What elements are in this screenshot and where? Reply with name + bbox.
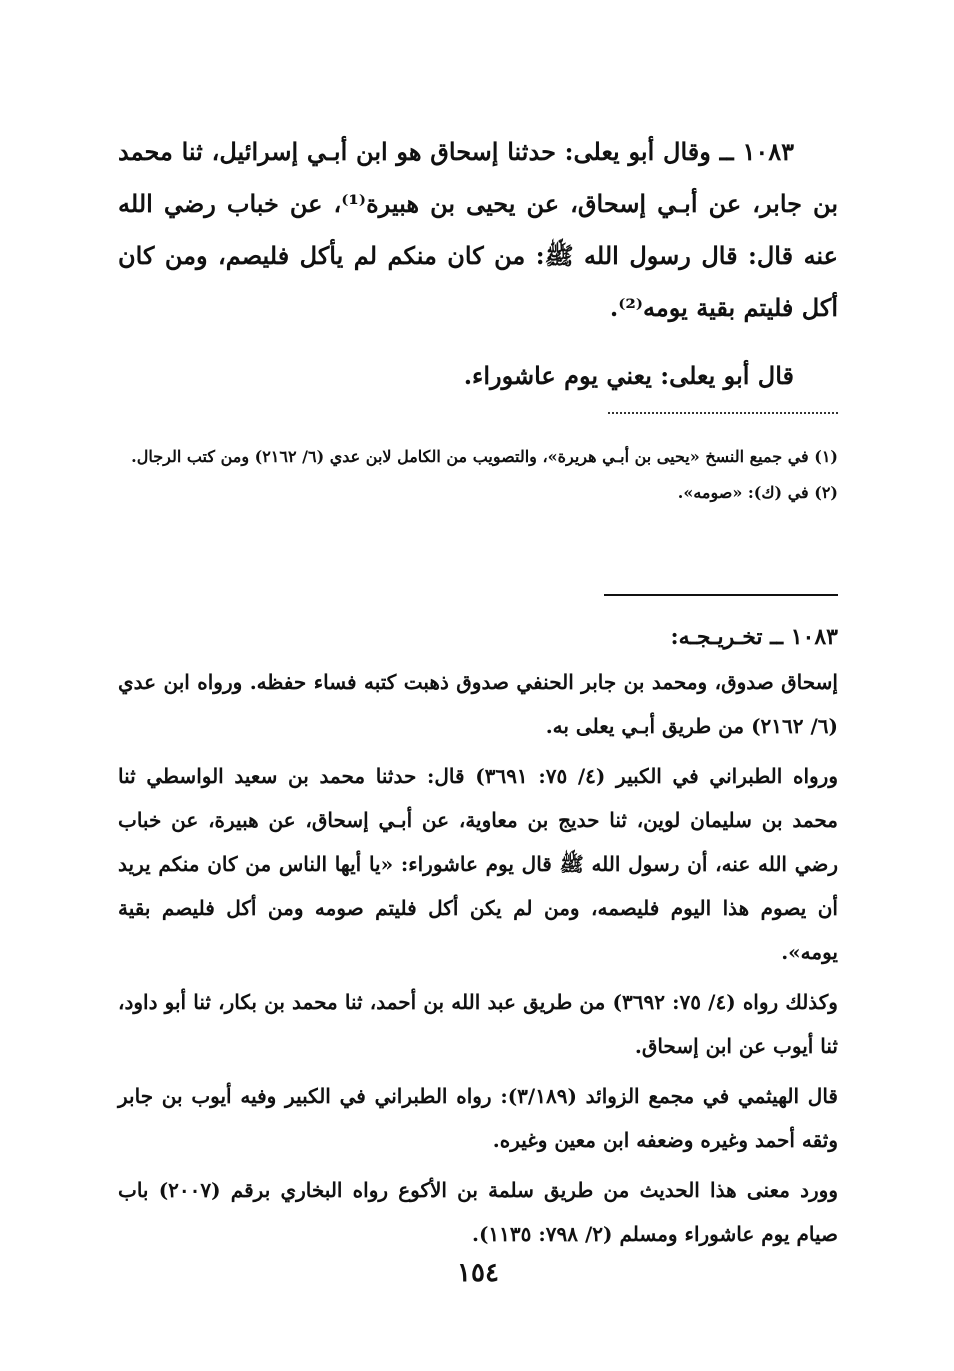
takhrij-paragraph: وورد معنى هذا الحديث من طريق سلمة بن الأكوع رواه البخاري برقم (٢٠٠٧) باب صيام يوم عاشوراء ومسلم (٢/ ٧٩٨: ١١٣٥). [118, 1178, 838, 1246]
footnotes [118, 440, 838, 510]
hadith-text [118, 126, 838, 402]
footnote-separator [608, 412, 838, 414]
takhrij-section [118, 614, 838, 1256]
footnote-1: (١) في جميع النسخ «يحيى بن أبـي هريرة»، والتصويب من الكامل لابن عدي (٦/ ٢١٦٢) ومن كتب الرجال. [131, 447, 838, 466]
footnote-2: (٢) في (ك): «صومه». [677, 483, 838, 502]
abu-yala-comment: قال أبو يعلى: يعني يوم عاشوراء. [463, 361, 794, 390]
section-divider [604, 594, 838, 596]
takhrij-paragraph: وكذلك رواه (٤/ ٧٥: ٣٦٩٢) من طريق عبد الله بن أحمد، ثنا محمد بن بكار، ثنا أبو داود، ثنا أيوب عن ابن إسحاق. [118, 990, 838, 1058]
takhrij-paragraph: ورواه الطبراني في الكبير (٤/ ٧٥: ٣٦٩١) قال: حدثنا محمد بن سعيد الواسطي ثنا محمد بن سليمان لوين، ثنا حديج بن معاوية، عن أبـي إسحاق، عن هبيرة، عن خباب رضي الله عنه، أن رسول الله ﷺ قال يوم عاشوراء: «يا أيها الناس من كان منكم يريد أن يصوم هذا اليوم فليصمه، ومن لم يكن أكل فليتم صومه ومن أكل فليصم بقية يومه». [118, 764, 838, 964]
takhrij-paragraph: إسحاق صدوق، ومحمد بن جابر الحنفي صدوق ذهبت كتبه فساء حفظه. ورواه ابن عدي (٦/ ٢١٦٢) من طريق أبـي يعلى به. [118, 670, 838, 738]
page-number: ١٥٤ [457, 1258, 499, 1288]
hadith-paragraph: ١٠٨٣ ــ وقال أبو يعلى: حدثنا إسحاق هو ابن أبـي إسرائيل، ثنا محمد بن جابر، عن أبـي إسحاق، عن يحيى بن هبيرة⁽¹⁾، عن خباب رضي الله عنه قال: قال رسول الله ﷺ: من كان منكم لم يأكل فليصم، ومن كان أكل فليتم بقية يومه⁽²⁾. [118, 137, 839, 322]
takhrij-paragraph: قال الهيثمي في مجمع الزوائد (٣/١٨٩): رواه الطبراني في الكبير وفيه أيوب بن جابر وثقه أحمد وغيره وضعفه ابن معين وغيره. [118, 1084, 838, 1152]
takhrij-heading: ١٠٨٣ ــ تخـريـجـه: [670, 624, 838, 650]
